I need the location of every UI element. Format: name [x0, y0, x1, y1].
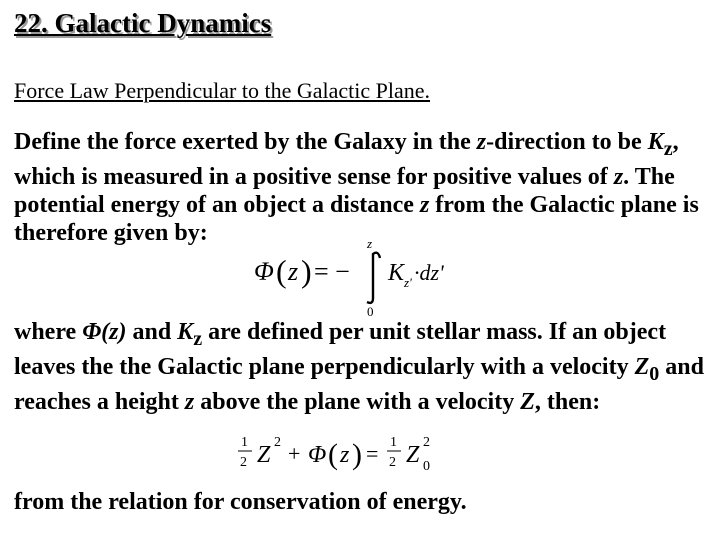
eq1-integral-lower-limit: 0 — [367, 304, 374, 319]
var-Z0: Z — [634, 353, 650, 380]
integral-sign-icon — [367, 253, 380, 303]
eq2-Z-exponent: 2 — [274, 435, 281, 450]
eq2-z: z — [340, 442, 350, 468]
text: , which is measured in a positive sense for positive values of — [14, 129, 679, 190]
paragraph-define-force — [14, 128, 710, 247]
text: . The potential energy of an object a distance — [14, 163, 675, 218]
text: above the plane with a velocity — [194, 388, 521, 415]
eq1-rparen: ) — [301, 253, 312, 289]
eq2-rparen: ) — [352, 438, 362, 471]
slide-subtitle: Force Law Perpendicular to the Galactic Plane. — [14, 78, 431, 103]
var-Z0-subscript: 0 — [649, 362, 660, 385]
var-K-subscript: z — [193, 327, 203, 350]
slide-title: 22. Galactic Dynamics — [14, 8, 272, 38]
eq1-z: z — [288, 257, 299, 286]
text: are defined per unit stellar mass. If an object leaves the the Galactic plane perpendicularly with a velocity — [14, 319, 667, 380]
eq2-Z0-subscript: 0 — [423, 459, 430, 474]
eq2-plus: + — [288, 441, 301, 466]
eq2-Z0-exponent: 2 — [423, 435, 430, 450]
eq1-equals-minus: = − — [314, 257, 350, 286]
var-z: z — [613, 163, 624, 190]
var-K: K — [647, 129, 664, 155]
var-phi-z: Φ(z) — [82, 319, 127, 345]
eq2-Z: Z — [257, 442, 271, 468]
energy-conservation-equation — [236, 430, 466, 474]
eq1-dz: ·dz' — [414, 260, 444, 285]
text: -direction to be — [486, 129, 648, 155]
var-z: z — [184, 388, 195, 415]
eq2-Z0: Z — [406, 442, 420, 468]
eq2-fraction2-numerator: 1 — [390, 435, 397, 450]
text: , then: — [534, 388, 601, 415]
potential-integral-equation — [232, 236, 452, 320]
text: Define the force exerted by the Galaxy in the — [14, 129, 477, 155]
paragraph-conservation: from the relation for conservation of energy. — [14, 489, 467, 515]
eq2-fraction-numerator: 1 — [241, 435, 248, 450]
eq2-fraction2-denominator: 2 — [389, 455, 396, 470]
text: from the Galactic plane is therefore given by: — [14, 191, 699, 246]
var-K-subscript: z — [663, 137, 673, 160]
eq2-lparen: ( — [328, 438, 338, 471]
eq1-lparen: ( — [276, 253, 287, 289]
eq1-integral-upper-limit: z — [367, 236, 373, 251]
eq1-K: K — [388, 260, 405, 286]
text: where — [14, 319, 83, 345]
eq1-phi: Φ — [254, 257, 274, 286]
var-z: z — [419, 191, 430, 218]
text: and reaches a height — [14, 353, 704, 415]
paragraph-energy-setup — [14, 318, 710, 416]
text: and — [126, 319, 178, 345]
eq2-phi: Φ — [308, 442, 327, 468]
var-K: K — [177, 319, 194, 345]
var-z: z — [476, 129, 487, 155]
var-Z: Z — [520, 388, 535, 415]
eq2-fraction-denominator: 2 — [240, 455, 247, 470]
eq1-K-subscript: z' — [404, 275, 412, 290]
eq2-equals: = — [366, 441, 379, 466]
